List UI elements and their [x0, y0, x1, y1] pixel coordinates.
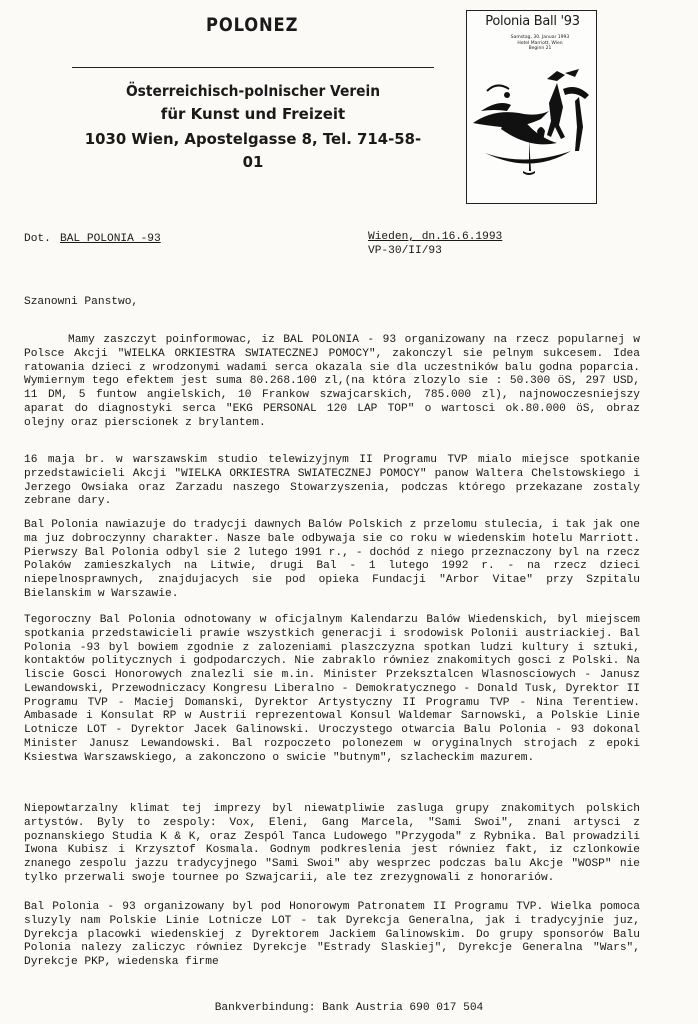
paragraph-6: Bal Polonia - 93 organizowany byl pod Honorowym Patronatem II Programu TVP. Wielka pomoca sluzyly nam Polskie Linie Lotnicze LOT - tak Dyrekcja Generalna, jak i tradycyjnie juz, Dyrekcja placowki wiedenskiej z Dyrektorem Jackiem Galinowskim. Do grupy sponsorów Balu Polonia nalezy zaliczyc równiez Dyrekcje "Estrady Slaskiej", Dyrekcje Generalna "Wars", Dyrekcje PKP, wiedenska firme: [24, 901, 640, 968]
org-full-name-line1: Österreichisch-polnischer Verein: [125, 82, 381, 100]
letterhead-divider: [72, 67, 434, 68]
bank-details-footer: Bankverbindung: Bank Austria 690 017 504: [214, 1002, 484, 1014]
subject-line: BAL POLONIA -93: [60, 233, 161, 245]
paragraph-3: Bal Polonia nawiazuje do tradycji dawnych Balów Polskich z przelomu stulecia, i tak jak one ma juz dobroczynny charakter. Nasze bale odbywaja sie co roku w wiedenskim hotelu Marriott. Pierwszy Bal Polonia odbyl sie 2 lutego 1991 r., - dochód z niego przeznaczony byl na rzecz Polaków zamieszkalych na Litwie, drugi Bal - 1 lutego 1992 r. - na rzecz dzieci niepelnosprawnych, znajdujacych sie pod opieka Fundacji "Arbor Vitae" przy Szpitalu Bielanskim w Warszawie.: [24, 519, 640, 600]
poster-info-line: Hotel Marriott, Wien: [517, 40, 563, 46]
org-short-name: POLONEZ: [206, 14, 299, 36]
letterhead-block: [72, 80, 434, 174]
poster-title: Polonia Ball '93: [485, 14, 580, 29]
salutation: Szanowni Panstwo,: [24, 296, 139, 308]
org-full-name-line2: für Kunst und Freizeit: [160, 105, 346, 123]
paragraph-2: 16 maja br. w warszawskim studio telewizyjnym II Programu TVP mialo miejsce spotkanie przedstawicieli Akcji "WIELKA ORKIESTRA SWIATECZNEJ POMOCY" panow Waltera Chelstowskiego i Jerzego Owsiaka oraz Zarzadu naszego Stowarzyszenia, podczas którego przekazane zostaly zebrane dary.: [24, 454, 640, 508]
reference-number: VP-30/II/93: [368, 245, 442, 257]
subject-label: Dot.: [24, 233, 51, 245]
paragraph-5: Niepowtarzalny klimat tej imprezy byl niewatpliwie zasluga grupy znakomitych polskich artystów. Byly to zespoly: Vox, Eleni, Gang Marcela, "Sami Swoi", znani artysci z poznanskiego Studia K & K, oraz Zespól Tanca Ludowego "Przygoda" z Rybnika. Bal prowadzili Iwona Kubisz i Krzysztof Kosmala. Godnym podkreslenia jest równiez fakt, iz czlonkowie znanego zespolu jazzu tradycyjnego "Sami Swoi" aby wesprzec podczas balu Akcje "WOSP" nie tylko przerwali swoje tournee po Szwajcarii, ale tez zrezygnowali z honorariów.: [24, 803, 640, 884]
paragraph-4: Tegoroczny Bal Polonia odnotowany w oficjalnym Kalendarzu Balów Wiedenskich, byl miejscem spotkania przedstawicieli prawie wszystkich generacji i srodowisk Polonii austriackiej. Bal Polonia -93 byl bowiem zgodnie z zalozeniami plaszczyzna spotkan ludzi kultury i sztuki, kontaktów politycznych i godpodarczych. Nie zabraklo równiez znakomitych gosci z Polski. Na liscie Gosci Honorowych znalezli sie m.in. Minister Przeksztalcen Wlasnosciowych - Janusz Lewandowski, Przewodniczacy Kongresu Liberalno - Demokratycznego - Donald Tusk, Dyrektor II Programu TVP - Maciej Domanski, Dyrektor Artystyczny II Programu TVP - Nina Terentiew. Ambasade i Konsulat RP w Austrii reprezentowal Konsul Waldemar Sarnowski, a Polskie Linie Lotnicze LOT - Dyrektor Jacek Galinowski. Uroczystego otwarcia Balu Polonia - 93 dokonal Minister Janusz Lewandowski. Bal rozpoczeto polonezem w oryginalnych strojach z epoki Ksiestwa Warszawskiego, a zakonczono o swicie "butnym", szlacheckim mazurem.: [24, 614, 640, 764]
poster-info-line: Beginn 21: [528, 46, 552, 51]
poster-info-line: Samstag, 30. Januar 1993: [510, 35, 570, 40]
org-address: 1030 Wien, Apostelgasse 8, Tel. 714-58-01: [84, 130, 422, 171]
paragraph-1: Mamy zaszczyt poinformowac, iz BAL POLONIA - 93 organizowany na rzecz popularnej w Polsce Akcji "WIELKA ORKIESTRA SWIATECZNEJ POMOCY", zakonczyl sie pelnym sukcesem. Idea ratowania dzieci z wrodzonymi wadami serca okazala sie dla uczestników balu godna poparcia. Wymiernym tego efektem jest suma 80.268.100 zl,(na która zlozylo sie : 50.300 öS, 297 USD, 11 DM, 5 funtow angielskich, 10 Frankow szwajcarskich, 785.000 zl), najnowoczesniejszy aparat do diagnostyki serca "EKG PERSONAL 120 LAP TOP" o wartosci ok.80.000 öS, obraz olejny oraz pierscionek z brylantem.: [24, 334, 640, 429]
place-date: Wieden, dn.16.6.1993: [368, 231, 503, 243]
ball-poster-image: [466, 10, 597, 204]
dancers-illustration: [467, 11, 598, 205]
